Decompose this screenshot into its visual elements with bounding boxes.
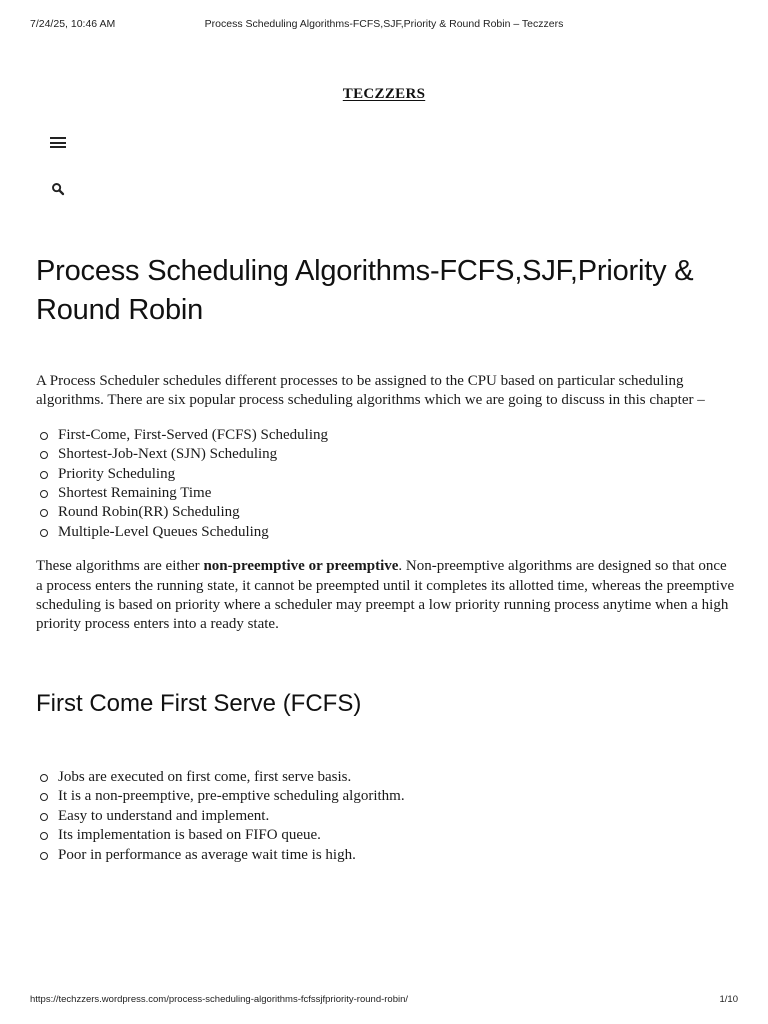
preemption-text-after: . Non-preemptive algorithms are designed so that once a process enters the running state, it cannot be preempted until it completes its allotted time, whereas the preemptive scheduling is based on priority where a scheduler may preempt a low priority running process anytime when a high priority process enters into a ready state. [36, 558, 735, 633]
post-content [36, 252, 736, 865]
print-page-number: 1/10 [719, 994, 738, 1005]
site-title-link[interactable]: TECZZERS [342, 86, 426, 102]
print-url: https://techzzers.wordpress.com/process-scheduling-algorithms-fcfssjfpriority-round-robin/ [30, 994, 409, 1005]
list-item: Round Robin(RR) Scheduling [36, 503, 736, 522]
fcfs-list [36, 768, 736, 865]
list-item: It is a non-preemptive, pre-emptive scheduling algorithm. [36, 787, 736, 806]
print-footer [0, 994, 768, 1008]
list-item: Priority Scheduling [36, 465, 736, 484]
print-page-title: Process Scheduling Algorithms-FCFS,SJF,Priority & Round Robin – Teczzers [204, 18, 564, 30]
list-item: Poor in performance as average wait time is high. [36, 846, 736, 865]
list-item: Easy to understand and implement. [36, 807, 736, 826]
list-item: Multiple-Level Queues Scheduling [36, 523, 736, 542]
preemption-bold-text: non-preemptive or preemptive [203, 558, 399, 575]
list-item: Shortest Remaining Time [36, 484, 736, 503]
algorithm-list [36, 426, 736, 542]
post-title: Process Scheduling Algorithms-FCFS,SJF,Priority & Round Robin [36, 255, 694, 326]
list-item: Shortest-Job-Next (SJN) Scheduling [36, 445, 736, 464]
fcfs-heading: First Come First Serve (FCFS) [36, 689, 362, 717]
menu-icon[interactable] [50, 136, 66, 149]
print-date: 7/24/25, 10:46 AM [30, 18, 116, 30]
list-item: Jobs are executed on first come, first serve basis. [36, 768, 736, 787]
print-header [0, 18, 768, 34]
search-icon[interactable] [51, 182, 65, 196]
list-item: First-Come, First-Served (FCFS) Scheduling [36, 426, 736, 445]
preemption-paragraph [36, 557, 736, 635]
list-item: Its implementation is based on FIFO queue. [36, 826, 736, 845]
intro-paragraph: A Process Scheduler schedules different processes to be assigned to the CPU based on particular scheduling algorithms. There are six popular process scheduling algorithms which we are going to discuss in this chapter – [36, 373, 705, 409]
preemption-text-before: These algorithms are either [36, 558, 204, 575]
